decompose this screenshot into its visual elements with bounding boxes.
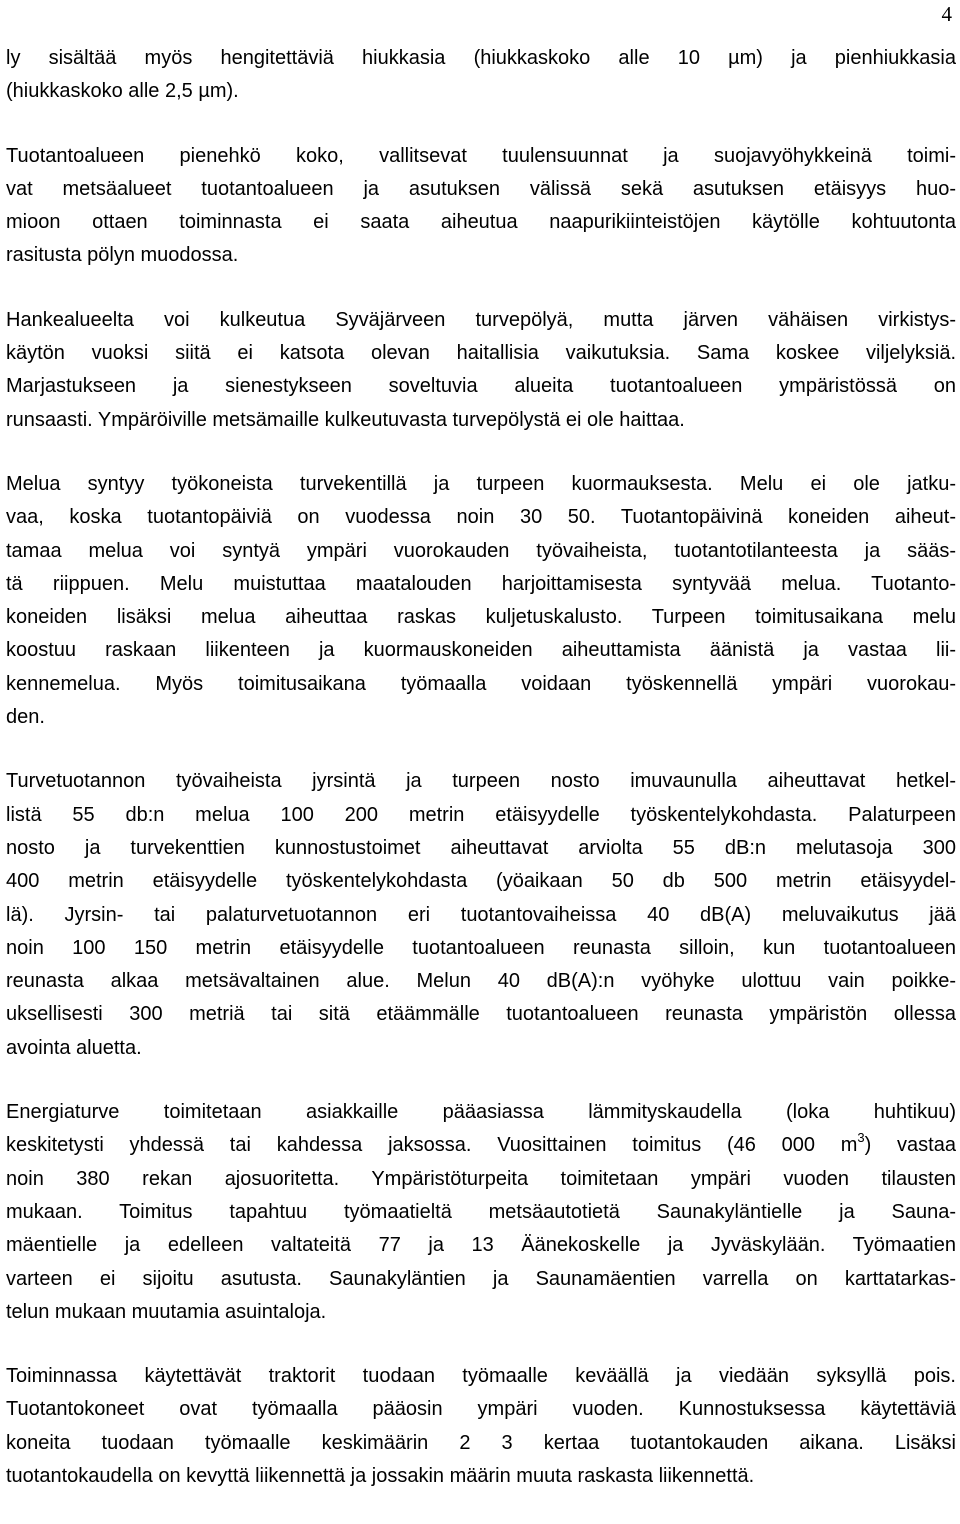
text-line: mäentielle ja edelleen valtateitä 77 ja 13 Äänekoskelle ja Jyväskylään. Työmaatien [6, 1234, 956, 1257]
text-line: lä). Jyrsin- tai palaturvetuotannon eri tuotantovaiheissa 40 dB(A) meluvaikutus jää [6, 903, 956, 926]
text-line: Toiminnassa käytettävät traktorit tuodaan työmaalle keväällä ja viedään syksyllä pois. [6, 1365, 956, 1388]
document-body [6, 42, 956, 1524]
text-line: avointa aluetta. [6, 1036, 142, 1059]
text-line: uksellisesti 300 metriä tai sitä etäämmälle tuotantoalueen reunasta ympäristön ollessa [6, 1003, 956, 1026]
paragraph-energy-peat-delivery [6, 1096, 956, 1329]
text-line: ly sisältää myös hengitettäviä hiukkasia (hiukkaskoko alle 10 µm) ja pienhiukkasia [6, 47, 956, 69]
text-line: tuotantokaudella on kevyttä liikennettä ja jossakin määrin muuta raskasta liikennettä. [6, 1464, 755, 1487]
paragraph-noise-sources [6, 468, 956, 734]
paragraph-machinery [6, 1360, 956, 1493]
paragraph-particles [6, 42, 956, 109]
text-line: Melua syntyy työkoneista turvekentillä ja turpeen kuormauksesta. Melu ei ole jatku- [6, 472, 956, 495]
text-line: varteen ei sijoitu asutusta. Saunakyläntien ja Saunamäentien varrella on karttatarkas- [6, 1267, 956, 1290]
text-line: Tuotantoalueen pienehkö koko, vallitsevat tuulensuunnat ja suojavyöhykkeinä toimi- [6, 144, 956, 167]
text-line: Tuotantokoneet ovat työmaalla pääosin ympäri vuoden. Kunnostuksessa käytettäviä [6, 1398, 956, 1421]
text-line: rasitusta pölyn muodossa. [6, 244, 239, 267]
text-line: (hiukkaskoko alle 2,5 µm). [6, 80, 239, 103]
text-line: noin 380 rekan ajosuoritetta. Ympäristöturpeita toimitetaan ympäri vuoden tilausten [6, 1167, 956, 1190]
text-line: vaa, koska tuotantopäiviä on vuodessa noin 30 50. Tuotantopäivinä koneiden aiheut- [6, 506, 956, 529]
text-line: mukaan. Toimitus tapahtuu työmaatieltä metsäautotietä Saunakyläntielle ja Sauna- [6, 1200, 956, 1223]
text-segment: ) vastaa [864, 1134, 956, 1157]
text-line: Hankealueelta voi kulkeutua Syväjärveen turvepölyä, mutta järven vähäisen virkistys- [6, 308, 956, 331]
text-line: Turvetuotannon työvaiheista jyrsintä ja turpeen nosto imuvaunulla aiheuttavat hetkel- [6, 770, 956, 793]
text-line: listä 55 db:n melua 100 200 metrin etäisyydelle työskentelykohdasta. Palaturpeen [6, 803, 956, 826]
text-line: Marjastukseen ja sienestykseen soveltuvia alueita tuotantoalueen ympäristössä on [6, 375, 956, 398]
paragraph-noise-levels [6, 765, 956, 1065]
paragraph-dust-impact [6, 140, 956, 273]
text-line: 400 metrin etäisyydelle työskentelykohdasta (yöaikaan 50 db 500 metrin etäisyydel- [6, 870, 956, 893]
text-line: vat metsäalueet tuotantoalueen ja asutuksen välissä sekä asutuksen etäisyys huo- [6, 177, 956, 200]
text-line: den. [6, 706, 45, 729]
text-line: runsaasti. Ympäröiville metsämaille kulkeutuvasta turvepölystä ei ole haittaa. [6, 408, 685, 431]
text-line: kennemelua. Myös toimitusaikana työmaalla voidaan työskennellä ympäri vuorokau- [6, 672, 956, 695]
text-line: koneiden lisäksi melua aiheuttaa raskas kuljetuskalusto. Turpeen toimitusaikana melu [6, 606, 956, 629]
text-line: noin 100 150 metrin etäisyydelle tuotantoalueen reunasta silloin, kun tuotantoalueen [6, 936, 956, 959]
superscript: 3 [857, 1130, 865, 1146]
text-line: telun mukaan muutamia asuintaloja. [6, 1300, 327, 1323]
text-line: nosto ja turvekenttien kunnostustoimet aiheuttavat arviolta 55 dB:n melutasoja 300 [6, 836, 956, 859]
text-line: reunasta alkaa metsävaltainen alue. Melun 40 dB(A):n vyöhyke ulottuu vain poikke- [6, 970, 956, 993]
page-number: 4 [941, 2, 952, 26]
text-line: mioon ottaen toiminnasta ei saata aiheutua naapurikiinteistöjen käytölle kohtuutonta [6, 211, 956, 234]
text-line-with-superscript [6, 1129, 956, 1162]
text-line: tamaa melua voi syntyä ympäri vuorokauden työvaiheista, tuotantotilanteesta ja sääs- [6, 539, 956, 562]
text-line: tä riippuen. Melu muistuttaa maatalouden harjoittamisesta syntyvää melua. Tuotanto- [6, 572, 956, 595]
text-line: koostuu raskaan liikenteen ja kuormauskoneiden aiheuttamista äänistä ja vastaa lii- [6, 639, 956, 662]
text-line: käytön vuoksi siitä ei katsota olevan haitallisia vaikutuksia. Sama koskee viljelyksiä. [6, 342, 956, 365]
text-line: Energiaturve toimitetaan asiakkaille pääasiassa lämmityskaudella (loka huhtikuu) [6, 1101, 956, 1124]
text-line: koneita tuodaan työmaalle keskimäärin 2 3 kertaa tuotantokauden aikana. Lisäksi [6, 1431, 956, 1454]
paragraph-lake-impact [6, 304, 956, 437]
text-segment: keskitetysti yhdessä tai kahdessa jaksossa. Vuosittainen toimitus (46 000 m [6, 1134, 858, 1157]
